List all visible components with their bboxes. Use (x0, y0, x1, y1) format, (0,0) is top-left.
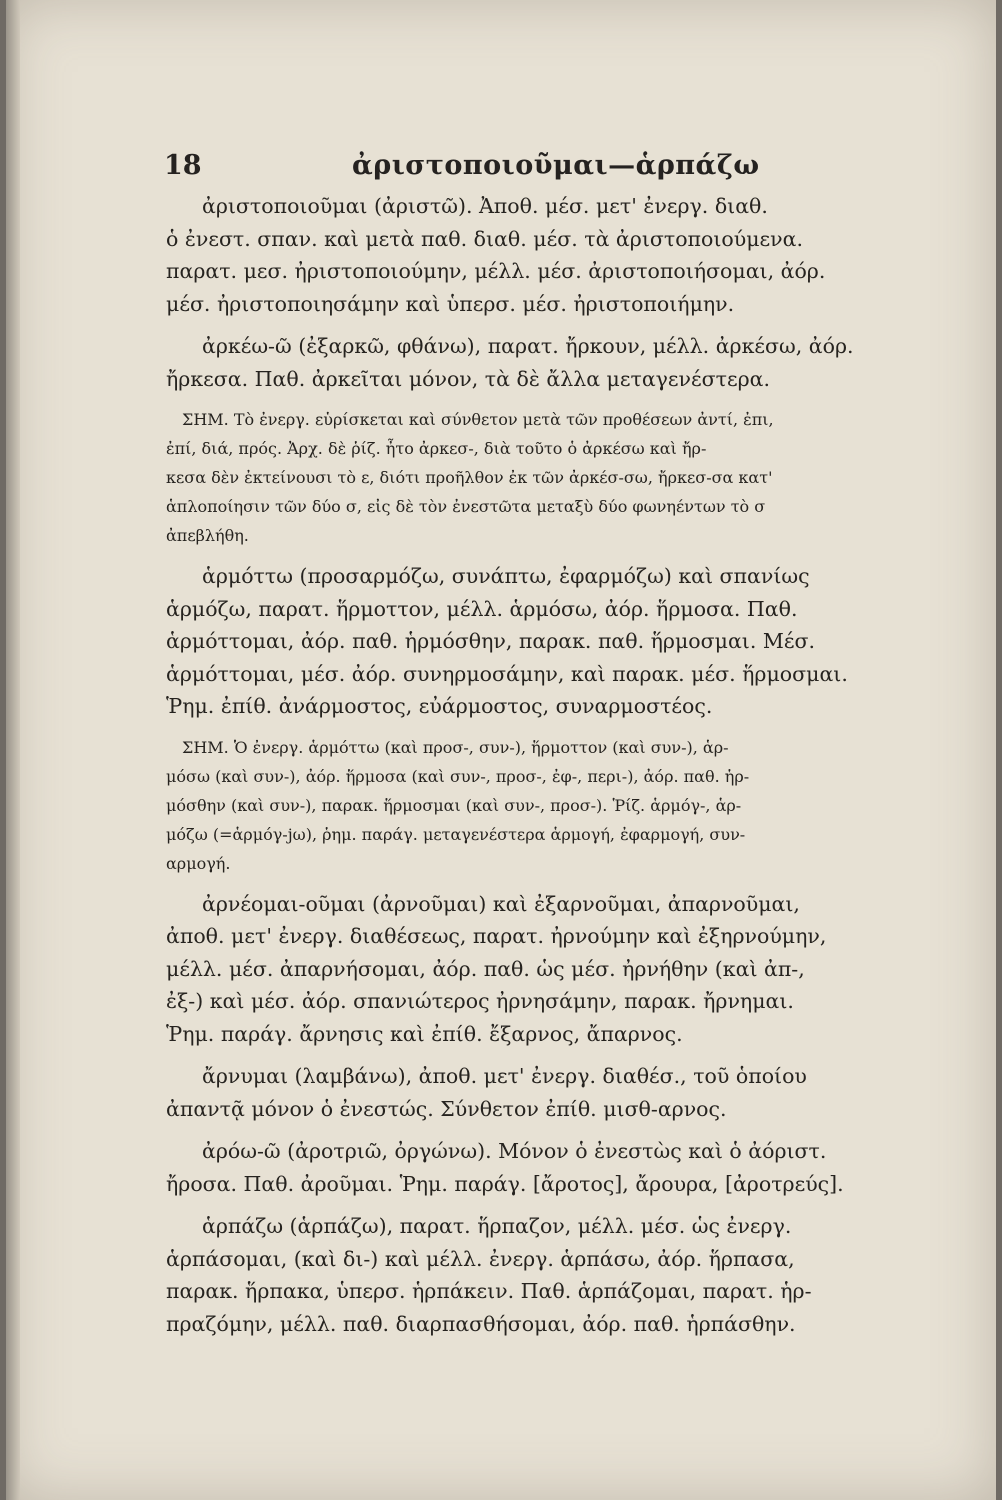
paragraph-gap (166, 550, 946, 560)
paragraph-gap (166, 723, 946, 733)
paragraph-gap (166, 395, 946, 405)
text-line: ἁρπάζω (ἁρπάζω), παρατ. ἥρπαζον, μέλλ. μέσ. ὡς ἐνεργ. (202, 1214, 792, 1238)
paragraph-gap (166, 320, 946, 330)
note-line: κεσα δὲν ἐκτείνουσι τὸ ε, διότι προῆλθον ἐκ τῶν ἀρκέσ-σω, ἤρκεσ-σα κατ' (166, 468, 773, 487)
text-line: παρατ. μεσ. ἠριστοποιούμην, μέλλ. μέσ. ἀριστοποιήσομαι, ἀόρ. (166, 259, 826, 283)
text-line: ἁρμόττομαι, μέσ. ἀόρ. συνηρμοσάμην, καὶ παρακ. μέσ. ἥρμοσμαι. (166, 661, 848, 686)
text-line: ἀριστοποιοῦμαι (ἀριστῶ). Ἀποθ. μέσ. μετ' ἐνεργ. διαθ. (202, 194, 768, 218)
paragraph-gap (166, 1200, 946, 1210)
note-line: ΣΗΜ. Τὸ ἐνεργ. εὑρίσκεται καὶ σύνθετον μετὰ τῶν προθέσεων ἀντί, ἐπι, (182, 410, 774, 429)
text-line: ἀποθ. μετ' ἐνεργ. διαθέσεως, παρατ. ἠρνούμην καὶ ἐξηρνούμην, (166, 924, 827, 948)
page-gutter (6, 0, 20, 1500)
text-line: μέσ. ἠριστοποιησάμην καὶ ὑπερσ. μέσ. ἠριστοποιήμην. (166, 291, 735, 316)
text-line: ἀρνέομαι-οῦμαι (ἀρνοῦμαι) καὶ ἐξαρνοῦμαι, ἀπαρνοῦμαι, (202, 891, 800, 916)
note-line: ΣΗΜ. Ὁ ἐνεργ. ἁρμόττω (καὶ προσ-, συν-), ἥρμοττον (καὶ συν-), ἁρ- (182, 737, 729, 757)
text-line: ἐξ-) καὶ μέσ. ἀόρ. σπανιώτερος ἠρνησάμην, παρακ. ἤρνημαι. (166, 989, 794, 1013)
text-line: ὁ ἐνεστ. σπαν. καὶ μετὰ παθ. διαθ. μέσ. τὰ ἀριστοποιούμενα. (166, 226, 803, 251)
text-line: Ῥημ. ἐπίθ. ἀνάρμοστος, εὐάρμοστος, συναρμοστέος. (166, 694, 713, 718)
text-line: παρακ. ἥρπακα, ὑπερσ. ἡρπάκειν. Παθ. ἁρπάζομαι, παρατ. ἡρ- (166, 1279, 812, 1303)
text-line: ἁρμόττω (προσαρμόζω, συνάπτω, ἐφαρμόζω) καὶ σπανίως (202, 564, 810, 588)
text-line: ἤρκεσα. Παθ. ἀρκεῖται μόνον, τὰ δὲ ἄλλα μεταγενέστερα. (166, 366, 770, 391)
text-line: ἀρόω-ῶ (ἀροτριῶ, ὀργώνω). Μόνον ὁ ἐνεστὼς καὶ ὁ ἀόριστ. (202, 1139, 827, 1163)
paragraph-gap (166, 878, 946, 888)
note-line: μόσω (καὶ συν-), ἀόρ. ἥρμοσα (καὶ συν-, προσ-, ἐφ-, περι-), ἀόρ. παθ. ἡρ- (166, 766, 750, 786)
text-line: ἄρνυμαι (λαμβάνω), ἀποθ. μετ' ἐνεργ. διαθέσ., τοῦ ὁποίου (202, 1064, 807, 1088)
paragraph-gap (166, 1125, 946, 1135)
note-line: μόζω (=ἁρμόγ-jω), ῥημ. παράγ. μεταγενέστερα ἁρμογή, ἐφαρμογή, συν- (166, 824, 746, 844)
text-line: ἤροσα. Παθ. ἀροῦμαι. Ῥημ. παράγ. [ἄροτος], ἄρουρα, [ἀροτρεύς]. (166, 1171, 844, 1196)
note-line: ἁπλοποίησιν τῶν δύο σ, εἰς δὲ τὸν ἐνεστῶτα μεταξὺ δύο φωνηέντων τὸ σ (166, 497, 766, 516)
note-line: ἀπεβλήθη. (166, 526, 249, 545)
text-line: ἁρμόζω, παρατ. ἥρμοττον, μέλλ. ἁρμόσω, ἀόρ. ἥρμοσα. Παθ. (166, 596, 798, 621)
text-line: ἀρκέω-ῶ (ἐξαρκῶ, φθάνω), παρατ. ἤρκουν, μέλλ. ἀρκέσω, ἀόρ. (202, 334, 854, 358)
note-line: ἐπί, διά, πρός. Ἀρχ. δὲ ῥίζ. ἦτο ἀρκεσ-, διὰ τοῦτο ὁ ἀρκέσω καὶ ἤρ- (166, 439, 707, 458)
page-header (6, 150, 996, 190)
running-head: ἀριστοποιοῦμαι—ἁρπάζω (352, 150, 760, 181)
text-line: ἀπαντᾷ μόνον ὁ ἐνεστώς. Σύνθετον ἐπίθ. μισθ-αρνος. (166, 1096, 727, 1121)
paragraph-gap (166, 1050, 946, 1060)
text-line: Ῥημ. παράγ. ἄρνησις καὶ ἐπίθ. ἔξαρνος, ἄπαρνος. (166, 1021, 683, 1046)
note-line: αρμογή. (166, 853, 231, 873)
book-page (6, 0, 996, 1500)
dictionary-text (166, 190, 946, 1340)
text-line: ἁρπάσομαι, (καὶ δι-) καὶ μέλλ. ἐνεργ. ἁρπάσω, ἀόρ. ἥρπασα, (166, 1246, 795, 1271)
page-number: 18 (164, 150, 202, 181)
text-line: μέλλ. μέσ. ἀπαρνήσομαι, ἀόρ. παθ. ὡς μέσ. ἠρνήθην (καὶ ἀπ-, (166, 956, 805, 981)
note-line: μόσθην (καὶ συν-), παρακ. ἥρμοσμαι (καὶ συν-, προσ-). Ῥίζ. ἁρμόγ-, ἁρ- (166, 795, 742, 815)
text-line: πραζόμην, μέλλ. παθ. διαρπασθήσομαι, ἀόρ. παθ. ἡρπάσθην. (166, 1311, 796, 1336)
text-line: ἁρμόττομαι, ἀόρ. παθ. ἡρμόσθην, παρακ. παθ. ἥρμοσμαι. Μέσ. (166, 629, 815, 653)
